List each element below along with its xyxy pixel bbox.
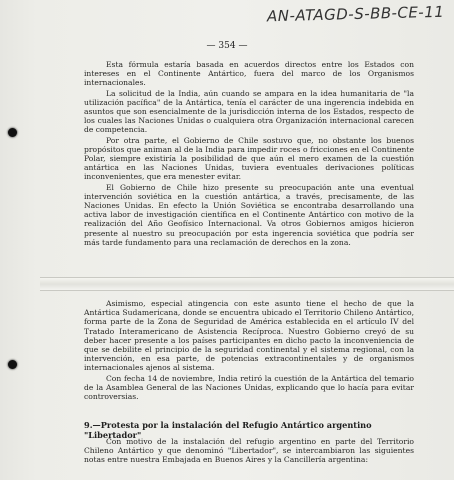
- paragraph: El Gobierno de Chile hizo presente su preocupación ante una eventual intervención soviética en la cuestión antártica, a través, precisamente, de las Naciones Unidas. En efecto la Unión Soviética se encontraba desarrollando una activa labor de investigación científica en el Continente Antártico con motivo de la realización del Año Geofísico Internacional. Va otros Gobiernos amigos hicieron presente al nuestro su preocupación por esta ingerencia soviética que podría ser más tarde fundamento para una reclamación de derechos en la zona.: [84, 182, 414, 247]
- paragraph: Por otra parte, el Gobierno de Chile sostuvo que, no obstante los buenos propósitos que animan al de la India para impedir roces o fricciones en el Continente Polar, siempre existiría la posibilidad de que aún el mero examen de la cuestión antártica en las Naciones Unidas, tuviera eventuales derivaciones políticas inconvenientes, que era menester evitar.: [84, 135, 414, 182]
- page-number-text: — 354 —: [206, 41, 248, 51]
- page-splice-divider: [40, 277, 454, 291]
- text-block-3: [84, 437, 414, 466]
- text-block-2: [84, 299, 414, 402]
- paragraph: Con fecha 14 de noviembre, India retiró la cuestión de la Antártica del temario de la Asamblea General de las Naciones Unidas, explicando que lo hacía para evitar controversias.: [84, 373, 414, 402]
- paragraph: Con motivo de la instalación del refugio argentino en parte del Territorio Chileno Antártico y que denominó "Libertador", se intercambiaron las siguientes notas entre nuestra Embajada en Buenos Aires y la Cancillería argentina:: [84, 437, 414, 465]
- archive-reference-code: AN-ATAGD-S-BB-CE-11: [266, 2, 445, 26]
- text-block-1: [84, 60, 414, 248]
- paragraph: Esta fórmula estaría basada en acuerdos directos entre los Estados con intereses en el Continente Antártico, fuera del marco de los Organismos internacionales.: [84, 60, 414, 88]
- punch-hole-top: [8, 128, 17, 137]
- punch-hole-bottom: [8, 360, 17, 369]
- paragraph: Asimismo, especial atingencia con este asunto tiene el hecho de que la Antártica Sudamericana, donde se encuentra ubicado el Territorio Chileno Antártico, forma parte de la Zona de Seguridad de América establecida en el artículo IV del Tratado Interamericano de Asistencia Recíproca. Nuestro Gobierno creyó de su deber hacer presente a los países participantes en dicho pacto la inconveniencia de que se debilite el principio de la seguridad continental y el sistema regional, con la intervención, en esa parte, de potencias extracontinentales y de organismos internacionales ajenos al sistema.: [84, 299, 414, 373]
- page-number: [0, 41, 454, 51]
- section-heading: 9.—Protesta por la instalación del Refugio Antártico argentino "Libertador": [84, 420, 372, 440]
- paragraph: La solicitud de la India, aún cuando se ampara en la idea humanitaria de "la utilización pacífica" de la Antártica, tenía el carácter de una ingerencia indebida en asuntos que son esencialmente de la jurisdicción interna de los Estados, respecto de los cuales las Naciones Unidas o cualquiera otra Organización internacional carecen de competencia.: [84, 88, 414, 135]
